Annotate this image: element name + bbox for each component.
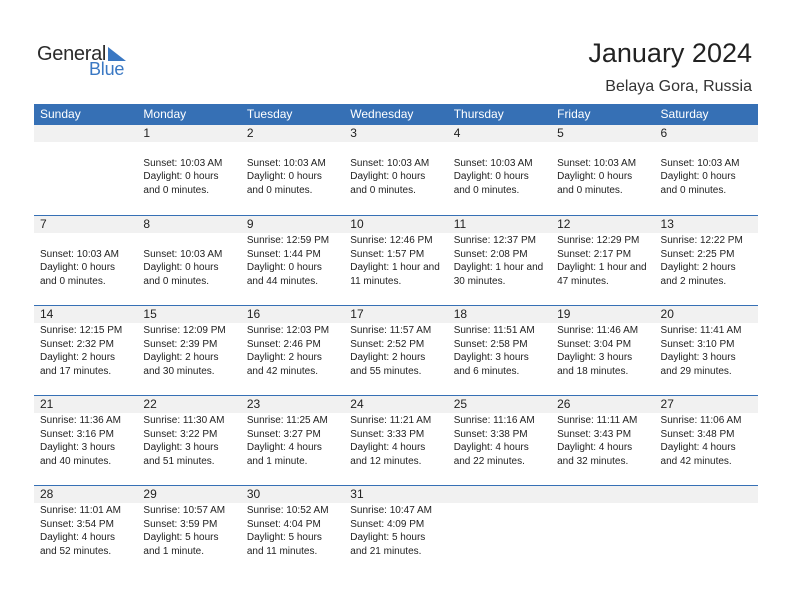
daylight-text: Daylight: 4 hours (453, 442, 529, 453)
sunset-text: Sunset: 3:38 PM (453, 428, 528, 440)
generalblue-logo (37, 43, 137, 83)
weekday-wednesday: Wednesday (350, 107, 414, 121)
day-info (40, 413, 137, 468)
sunrise-text (247, 143, 344, 157)
day-number: 28 (34, 486, 137, 503)
sunset-text: Sunset: 2:17 PM (557, 248, 632, 260)
day-info (247, 413, 344, 468)
daylight-text: Daylight: 1 hour and (557, 262, 647, 273)
sunset-text: Sunset: 3:43 PM (557, 428, 632, 440)
sunset-text: Sunset: 10:03 AM (350, 157, 430, 169)
daylight-minutes-text: and 0 minutes. (246, 184, 313, 196)
sunrise-text: Sunrise: 11:30 AM (143, 415, 225, 426)
day-info (247, 503, 344, 558)
day-info (350, 413, 447, 468)
daylight-text: Daylight: 1 hour and (350, 262, 440, 273)
day-number: 5 (551, 125, 654, 142)
sunset-text: Sunset: 2:39 PM (143, 338, 218, 350)
daylight-minutes-text: and 22 minutes. (453, 455, 525, 467)
daylight-text: Daylight: 3 hours (453, 352, 529, 363)
daylight-minutes-text: and 0 minutes. (40, 275, 106, 287)
day-cell (655, 486, 758, 575)
day-cell (551, 306, 654, 395)
daylight-minutes-text: and 0 minutes. (350, 184, 416, 196)
day-cell (448, 396, 551, 485)
daylight-minutes-text: and 42 minutes. (246, 365, 319, 377)
daylight-text: Daylight: 5 hours (143, 532, 219, 543)
day-info (661, 233, 758, 288)
daylight-minutes-text: and 40 minutes. (40, 455, 112, 467)
day-cell (34, 486, 137, 575)
day-cell (655, 396, 758, 485)
day-number: 20 (655, 306, 758, 323)
sunset-text: Sunset: 10:03 AM (40, 248, 119, 260)
daylight-minutes-text (454, 545, 551, 559)
day-info (454, 142, 551, 197)
daylight-text (454, 531, 551, 545)
daylight-minutes-text: and 55 minutes. (350, 365, 422, 377)
daylight-minutes-text: and 0 minutes. (660, 184, 727, 196)
day-cell (241, 216, 344, 305)
day-number (655, 486, 758, 503)
sunset-text (557, 518, 654, 532)
sunrise-text (454, 143, 551, 157)
sunrise-text: Sunrise: 11:16 AM (453, 415, 535, 426)
day-cell (34, 396, 137, 485)
weeks-container (34, 125, 758, 575)
daylight-minutes-text (661, 545, 758, 559)
sunrise-text (661, 143, 758, 157)
sunset-text: Sunset: 10:03 AM (143, 248, 223, 260)
day-number: 21 (34, 396, 137, 413)
daylight-minutes-text: and 51 minutes. (143, 455, 215, 467)
logo-text-general: General (37, 43, 107, 65)
daylight-minutes-text: and 0 minutes. (557, 184, 623, 196)
sunset-text: Sunset: 2:08 PM (453, 248, 528, 260)
sunrise-text: Sunrise: 12:15 PM (40, 325, 123, 336)
sunset-text (454, 518, 551, 532)
sunrise-text: Sunrise: 12:03 PM (246, 325, 330, 336)
day-cell (137, 125, 240, 215)
sunrise-text (350, 143, 447, 157)
day-info (40, 233, 137, 288)
daylight-minutes-text (557, 545, 654, 559)
day-info (661, 142, 758, 197)
daylight-text: Daylight: 0 hours (557, 171, 633, 182)
sunrise-text: Sunrise: 11:46 AM (557, 325, 639, 336)
day-cell (551, 486, 654, 575)
weekday-sunday: Sunday (40, 107, 81, 121)
sunrise-text: Sunrise: 11:11 AM (557, 415, 638, 426)
sunset-text: Sunset: 3:10 PM (660, 338, 735, 350)
daylight-minutes-text: and 0 minutes. (143, 184, 210, 196)
day-cell (137, 306, 240, 395)
day-cell (137, 216, 240, 305)
day-info (661, 503, 758, 558)
weekday-friday: Friday (557, 107, 591, 121)
sunset-text: Sunset: 1:57 PM (350, 248, 425, 260)
daylight-minutes-text: and 21 minutes. (350, 545, 422, 557)
daylight-text: Daylight: 5 hours (350, 532, 426, 543)
day-info (661, 323, 758, 378)
day-info (350, 503, 447, 558)
day-number: 2 (241, 125, 344, 142)
sunset-text: Sunset: 3:48 PM (660, 428, 735, 440)
day-info (557, 413, 654, 468)
day-cell (655, 216, 758, 305)
daylight-minutes-text: and 2 minutes. (660, 275, 727, 287)
daylight-minutes-text: and 18 minutes. (557, 365, 629, 377)
day-cell (241, 396, 344, 485)
day-number: 3 (344, 125, 447, 142)
day-info (143, 413, 240, 468)
day-cell (655, 125, 758, 215)
day-info (454, 413, 551, 468)
sunset-text: Sunset: 10:03 AM (453, 157, 533, 169)
day-number: 12 (551, 216, 654, 233)
day-cell (241, 486, 344, 575)
sunrise-text (143, 143, 240, 157)
day-cell (448, 216, 551, 305)
week-row (34, 305, 758, 395)
sunset-text: Sunset: 4:04 PM (246, 518, 321, 530)
day-cell (655, 306, 758, 395)
calendar-location: Belaya Gora, Russia (605, 78, 752, 95)
sunrise-text: Sunrise: 12:29 PM (557, 235, 640, 246)
sunrise-text (454, 504, 551, 518)
sunrise-text: Sunrise: 12:37 PM (453, 235, 536, 246)
day-info (557, 233, 654, 288)
day-number: 19 (551, 306, 654, 323)
daylight-minutes-text: and 0 minutes. (453, 184, 520, 196)
day-info (40, 323, 137, 378)
day-number: 1 (137, 125, 240, 142)
day-cell (551, 125, 654, 215)
day-number: 31 (344, 486, 447, 503)
day-info (143, 503, 240, 558)
sunset-text: Sunset: 10:03 AM (660, 157, 740, 169)
daylight-text: Daylight: 4 hours (350, 442, 426, 453)
day-info (454, 503, 551, 558)
sunrise-text (661, 504, 758, 518)
sunrise-text: Sunrise: 12:09 PM (143, 325, 226, 336)
sunrise-text: Sunrise: 12:22 PM (660, 235, 743, 246)
day-info (247, 142, 344, 197)
day-number: 7 (34, 216, 137, 233)
day-number: 4 (448, 125, 551, 142)
weekday-thursday: Thursday (453, 107, 504, 121)
daylight-minutes-text: 30 minutes. (453, 275, 506, 287)
daylight-minutes-text: and 1 minute. (143, 545, 205, 557)
daylight-minutes-text: and 0 minutes. (143, 275, 210, 287)
sunset-text: Sunset: 3:16 PM (40, 428, 114, 440)
weekday-header (34, 104, 758, 125)
daylight-minutes-text: and 30 minutes. (143, 365, 215, 377)
day-cell (34, 216, 137, 305)
sunrise-text: Sunrise: 11:06 AM (660, 415, 742, 426)
day-number: 23 (241, 396, 344, 413)
day-info (454, 323, 551, 378)
day-info (557, 142, 654, 197)
logo-text-blue: Blue (89, 59, 125, 79)
day-cell (344, 306, 447, 395)
day-info (247, 323, 344, 378)
day-number: 25 (448, 396, 551, 413)
daylight-text: Daylight: 0 hours (453, 171, 529, 182)
day-number (34, 125, 137, 142)
day-cell (344, 486, 447, 575)
sunrise-text: Sunrise: 10:47 AM (350, 505, 432, 516)
sunset-text: Sunset: 2:52 PM (350, 338, 425, 350)
day-cell (344, 216, 447, 305)
day-number: 29 (137, 486, 240, 503)
day-cell (241, 125, 344, 215)
sunset-text (661, 518, 758, 532)
day-info (143, 323, 240, 378)
daylight-text (40, 170, 137, 184)
day-number: 18 (448, 306, 551, 323)
daylight-text (661, 531, 758, 545)
sunset-text: Sunset: 3:04 PM (557, 338, 632, 350)
day-number: 24 (344, 396, 447, 413)
day-info (40, 142, 137, 197)
daylight-text: Daylight: 0 hours (143, 171, 219, 182)
daylight-minutes-text: 47 minutes. (557, 275, 609, 287)
week-row (34, 485, 758, 575)
daylight-text: Daylight: 0 hours (660, 171, 736, 182)
day-cell (241, 306, 344, 395)
day-number: 10 (344, 216, 447, 233)
daylight-text: Daylight: 2 hours (40, 352, 116, 363)
daylight-minutes-text: and 6 minutes. (453, 365, 520, 377)
daylight-text: Daylight: 4 hours (557, 442, 633, 453)
sunrise-text: Sunrise: 11:25 AM (246, 415, 328, 426)
day-cell (344, 396, 447, 485)
sunset-text: Sunset: 3:22 PM (143, 428, 218, 440)
sunrise-text: Sunrise: 11:01 AM (40, 505, 121, 516)
day-cell (551, 216, 654, 305)
daylight-text: Daylight: 4 hours (660, 442, 736, 453)
day-cell (448, 486, 551, 575)
day-cell (137, 486, 240, 575)
week-row (34, 395, 758, 485)
sunset-text: Sunset: 3:33 PM (350, 428, 425, 440)
sunset-text: Sunset: 3:54 PM (40, 518, 114, 530)
sunset-text (40, 157, 137, 171)
sunset-text: Sunset: 2:25 PM (660, 248, 735, 260)
sunrise-text: Sunrise: 11:21 AM (350, 415, 432, 426)
sunset-text: Sunset: 10:03 AM (557, 157, 637, 169)
day-number (551, 486, 654, 503)
sunset-text: Sunset: 10:03 AM (246, 157, 326, 169)
day-number: 8 (137, 216, 240, 233)
weekday-saturday: Saturday (660, 107, 709, 121)
sunrise-text (40, 234, 137, 248)
sunrise-text: Sunrise: 11:41 AM (660, 325, 742, 336)
daylight-minutes-text: and 17 minutes. (40, 365, 112, 377)
weekday-tuesday: Tuesday (246, 107, 293, 121)
sunrise-text: Sunrise: 12:46 PM (350, 235, 433, 246)
daylight-text: Daylight: 2 hours (143, 352, 219, 363)
day-number: 9 (241, 216, 344, 233)
sunset-text: Sunset: 1:44 PM (246, 248, 321, 260)
sunrise-text: Sunrise: 11:51 AM (453, 325, 535, 336)
sunrise-text: Sunrise: 11:36 AM (40, 415, 121, 426)
daylight-text: Daylight: 3 hours (40, 442, 116, 453)
daylight-text: Daylight: 3 hours (557, 352, 633, 363)
day-number: 27 (655, 396, 758, 413)
day-info (40, 503, 137, 558)
daylight-text: Daylight: 3 hours (660, 352, 736, 363)
daylight-text: Daylight: 2 hours (350, 352, 426, 363)
day-number: 14 (34, 306, 137, 323)
daylight-text: Daylight: 1 hour and (453, 262, 544, 273)
day-number (448, 486, 551, 503)
day-number: 11 (448, 216, 551, 233)
day-info (350, 142, 447, 197)
day-number: 26 (551, 396, 654, 413)
sunset-text: Sunset: 10:03 AM (143, 157, 223, 169)
day-number: 30 (241, 486, 344, 503)
daylight-text: Daylight: 0 hours (246, 171, 322, 182)
day-info (557, 503, 654, 558)
day-info (661, 413, 758, 468)
calendar-title: January 2024 (588, 38, 752, 68)
daylight-text: Daylight: 0 hours (350, 171, 426, 182)
sunrise-text: Sunrise: 10:52 AM (246, 505, 329, 516)
sunrise-text: Sunrise: 12:59 PM (246, 235, 330, 246)
day-number: 13 (655, 216, 758, 233)
day-number: 22 (137, 396, 240, 413)
sunset-text: Sunset: 2:46 PM (246, 338, 321, 350)
day-number: 6 (655, 125, 758, 142)
daylight-minutes-text: and 52 minutes. (40, 545, 112, 557)
daylight-minutes-text: 11 minutes. (350, 275, 402, 287)
day-cell (551, 396, 654, 485)
daylight-minutes-text: and 32 minutes. (557, 455, 629, 467)
day-info (557, 323, 654, 378)
sunrise-text (557, 504, 654, 518)
day-info (454, 233, 551, 288)
day-cell (34, 306, 137, 395)
daylight-minutes-text: and 1 minute. (246, 455, 308, 467)
daylight-text: Daylight: 0 hours (246, 262, 322, 273)
sunset-text: Sunset: 2:58 PM (453, 338, 528, 350)
daylight-minutes-text: and 11 minutes. (246, 545, 318, 557)
day-info (350, 233, 447, 288)
daylight-text: Daylight: 3 hours (143, 442, 219, 453)
daylight-text: Daylight: 2 hours (660, 262, 736, 273)
daylight-minutes-text: and 12 minutes. (350, 455, 422, 467)
daylight-text: Daylight: 5 hours (246, 532, 322, 543)
sunrise-text: Sunrise: 10:57 AM (143, 505, 226, 516)
sunset-text: Sunset: 3:27 PM (246, 428, 321, 440)
daylight-minutes-text: and 29 minutes. (660, 365, 732, 377)
daylight-minutes-text: and 42 minutes. (660, 455, 732, 467)
daylight-text: Daylight: 2 hours (246, 352, 322, 363)
sunset-text: Sunset: 3:59 PM (143, 518, 218, 530)
sunset-text: Sunset: 2:32 PM (40, 338, 114, 350)
daylight-text: Daylight: 0 hours (40, 262, 116, 273)
week-row (34, 215, 758, 305)
day-info (350, 323, 447, 378)
sunset-text: Sunset: 4:09 PM (350, 518, 425, 530)
sunrise-text (557, 143, 654, 157)
daylight-text (557, 531, 654, 545)
day-cell (448, 306, 551, 395)
calendar-grid (34, 104, 758, 575)
week-row (34, 125, 758, 215)
day-info (143, 142, 240, 197)
sunrise-text: Sunrise: 11:57 AM (350, 325, 432, 336)
day-cell (344, 125, 447, 215)
sunrise-text (40, 143, 137, 157)
daylight-minutes-text (40, 184, 137, 198)
day-number: 17 (344, 306, 447, 323)
weekday-monday: Monday (143, 107, 187, 121)
daylight-minutes-text: and 44 minutes. (246, 275, 319, 287)
daylight-text: Daylight: 4 hours (246, 442, 322, 453)
day-number: 16 (241, 306, 344, 323)
day-cell (448, 125, 551, 215)
sunrise-text (143, 234, 240, 248)
day-cell (34, 125, 137, 215)
daylight-text: Daylight: 0 hours (143, 262, 219, 273)
day-cell (137, 396, 240, 485)
daylight-text: Daylight: 4 hours (40, 532, 116, 543)
day-info (143, 233, 240, 288)
day-number: 15 (137, 306, 240, 323)
day-info (247, 233, 344, 288)
